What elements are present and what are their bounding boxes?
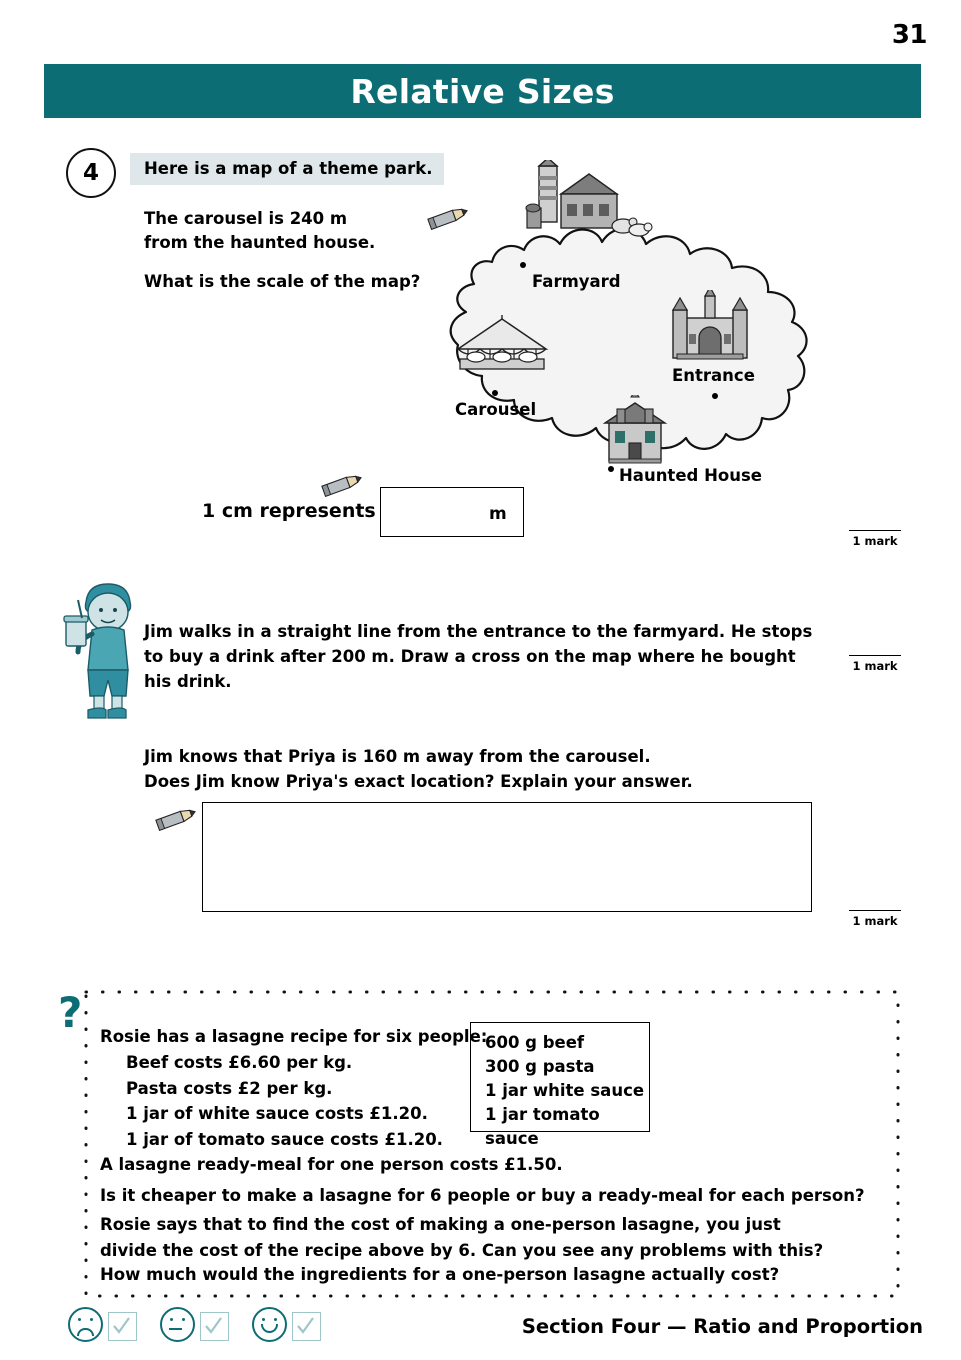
question-number-badge: 4 xyxy=(66,148,116,198)
haunted-house-icon xyxy=(595,395,675,467)
mark-label: 1 mark xyxy=(852,659,898,673)
scale-prefix-label: 1 cm represents xyxy=(202,500,376,522)
challenge-ready-meal: A lasagne ready-meal for one person costs £1.50. xyxy=(100,1155,563,1174)
part-c-line2: Does Jim know Priya's exact location? Explain your answer. xyxy=(144,771,693,791)
part-c-question xyxy=(144,745,844,795)
map-label-farmyard: Farmyard xyxy=(532,272,621,291)
checkbox-sad[interactable] xyxy=(108,1312,137,1341)
map-dot-farmyard xyxy=(520,262,526,268)
pencil-icon xyxy=(318,472,364,498)
mark-label: 1 mark xyxy=(852,914,898,928)
map-label-carousel: Carousel xyxy=(455,400,537,419)
map-dot-entrance xyxy=(712,393,718,399)
part-c-line1: Jim knows that Priya is 160 m away from the carousel. xyxy=(144,747,651,766)
cost-item: 1 jar of white sauce costs £1.20. xyxy=(126,1104,428,1124)
challenge-question-2 xyxy=(100,1212,823,1263)
checkbox-neutral[interactable] xyxy=(200,1312,229,1341)
question-intro: Here is a map of a theme park. xyxy=(130,153,444,185)
carousel-icon xyxy=(450,315,555,385)
part-b-question: Jim walks in a straight line from the entrance to the farmyard. He stops to buy a drink after 200 m. Draw a cross on the map where he bought his drink. xyxy=(144,622,813,691)
map-label-entrance: Entrance xyxy=(672,366,755,385)
happy-face-icon xyxy=(252,1307,287,1342)
page-number: 31 xyxy=(891,20,927,50)
mark-indicator xyxy=(843,530,907,548)
page-title: Relative Sizes xyxy=(350,71,615,111)
mark-label: 1 mark xyxy=(852,534,898,548)
ingredient-item: 600 g beef xyxy=(485,1033,585,1052)
part-a-line2: from the haunted house. xyxy=(144,232,376,252)
pencil-icon xyxy=(152,806,198,832)
challenge-question-3: How much would the ingredients for a one-person lasagne actually cost? xyxy=(100,1265,780,1284)
page-title-bar xyxy=(44,64,921,118)
mark-indicator xyxy=(843,655,907,673)
sad-face-icon xyxy=(68,1307,103,1342)
mark-indicator xyxy=(843,910,907,928)
challenge-intro: Rosie has a lasagne recipe for six people: xyxy=(100,1027,488,1046)
castle-icon xyxy=(665,290,755,370)
neutral-face-icon xyxy=(160,1307,195,1342)
ingredient-item: 1 jar white sauce xyxy=(485,1080,645,1100)
part-a-question: What is the scale of the map? xyxy=(144,272,421,291)
cost-item: Pasta costs £2 per kg. xyxy=(126,1078,333,1098)
checkbox-happy[interactable] xyxy=(292,1312,321,1341)
theme-park-map xyxy=(400,150,850,510)
cost-item: Beef costs £6.60 per kg. xyxy=(126,1053,353,1072)
barn-icon xyxy=(505,160,655,270)
ingredient-item: 300 g pasta xyxy=(485,1056,595,1076)
cost-item: 1 jar of tomato sauce costs £1.20. xyxy=(126,1129,443,1149)
challenge-question-2-line1: Rosie says that to find the cost of making a one-person lasagne, you just xyxy=(100,1215,781,1234)
map-dot-carousel xyxy=(492,390,498,396)
part-a-statement xyxy=(144,207,375,255)
challenge-question-1: Is it cheaper to make a lasagne for 6 people or buy a ready-meal for each person? xyxy=(100,1186,865,1205)
map-dot-haunted-house xyxy=(608,466,614,472)
ingredients-box xyxy=(470,1022,650,1148)
challenge-cost-list xyxy=(126,1050,443,1152)
challenge-question-2-line2: divide the cost of the recipe above by 6. Can you see any problems with this? xyxy=(100,1240,824,1260)
map-label-haunted-house: Haunted House xyxy=(619,466,762,485)
explanation-answer-box[interactable] xyxy=(202,802,812,912)
question-mark-icon: ? xyxy=(58,988,83,1037)
ingredient-item: 1 jar tomato sauce xyxy=(485,1104,600,1148)
footer-section-label: Section Four — Ratio and Proportion xyxy=(521,1315,923,1338)
scale-unit-label: m xyxy=(489,504,507,524)
part-a-line1: The carousel is 240 m xyxy=(144,209,348,228)
